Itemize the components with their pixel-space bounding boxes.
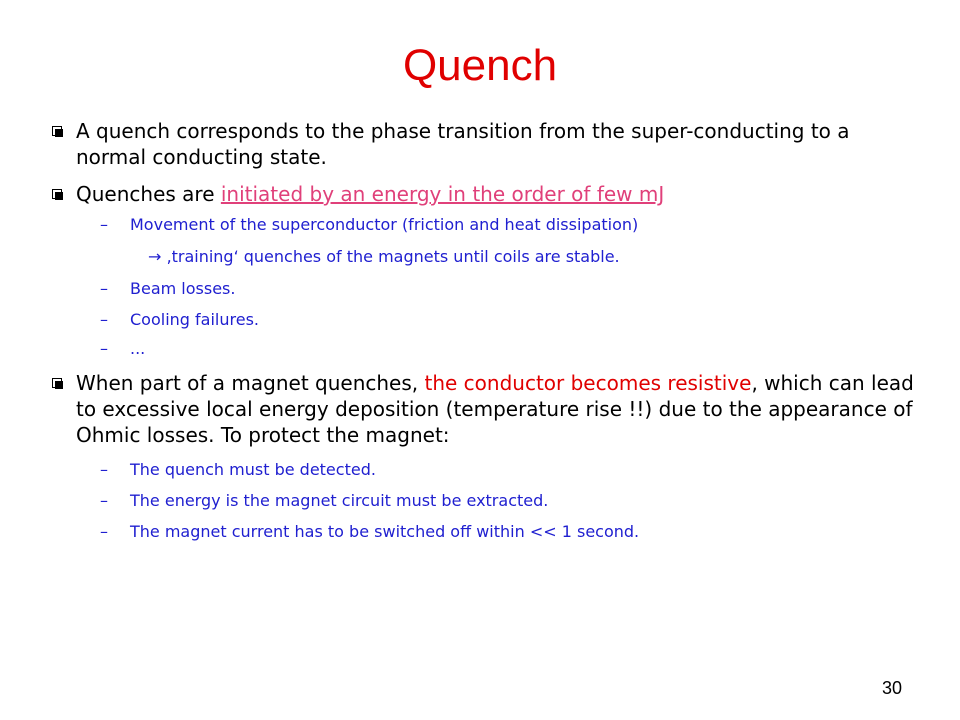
checkbox-bullet-icon <box>52 126 62 136</box>
dash-marker: – <box>100 460 108 479</box>
sub-item-text: Movement of the superconductor (friction and heat dissipation) <box>130 215 639 234</box>
sub-item-text: The quench must be detected. <box>130 460 376 479</box>
sub-item-text: The magnet current has to be switched off within << 1 second. <box>130 522 640 541</box>
dash-marker: – <box>100 491 108 510</box>
bullet-item <box>52 118 922 170</box>
sub-item <box>100 459 900 481</box>
sub-item <box>100 214 900 236</box>
checkbox-bullet-icon <box>52 378 62 388</box>
arrow-icon: → <box>148 247 162 266</box>
bullet-text-prefix: Quenches are <box>76 182 221 206</box>
bullet-text-prefix: When part of a magnet quenches, <box>76 371 425 395</box>
bullet-text-suffix: , which can lead to excessive local energy deposition (temperature rise !!) due to the appearance of Ohmic losses. To protect the magnet: <box>76 371 914 447</box>
sub-item-text: ... <box>130 339 146 358</box>
sub-item <box>100 309 900 331</box>
sub-item <box>100 338 900 360</box>
highlight-text: the conductor becomes resistive <box>424 371 752 395</box>
bullet-text: A quench corresponds to the phase transition from the super-conducting to a normal conducting state. <box>76 119 850 169</box>
dash-marker: – <box>100 339 108 358</box>
checkbox-bullet-icon <box>52 189 62 199</box>
sub-item-text: Beam losses. <box>130 279 236 298</box>
dash-marker: – <box>100 310 108 329</box>
energy-link[interactable]: initiated by an energy in the order of few mJ <box>220 182 665 206</box>
sub-item <box>100 278 900 300</box>
bullet-text <box>76 181 922 207</box>
sub-item-text: Cooling failures. <box>130 310 259 329</box>
slide-title: Quench <box>402 41 558 90</box>
sub-item <box>100 521 900 543</box>
bullet-item <box>52 181 922 207</box>
dash-marker: – <box>100 279 108 298</box>
page-number: 30 <box>881 678 902 698</box>
sub-sub-item-text: ‚training‘ quenches of the magnets until coils are stable. <box>166 247 620 266</box>
dash-marker: – <box>100 215 108 234</box>
sub-item <box>100 490 900 512</box>
bullet-item <box>52 370 922 448</box>
dash-marker: – <box>100 522 108 541</box>
sub-sub-item <box>148 246 908 268</box>
bullet-text <box>76 370 922 448</box>
sub-item-text: The energy is the magnet circuit must be extracted. <box>130 491 549 510</box>
